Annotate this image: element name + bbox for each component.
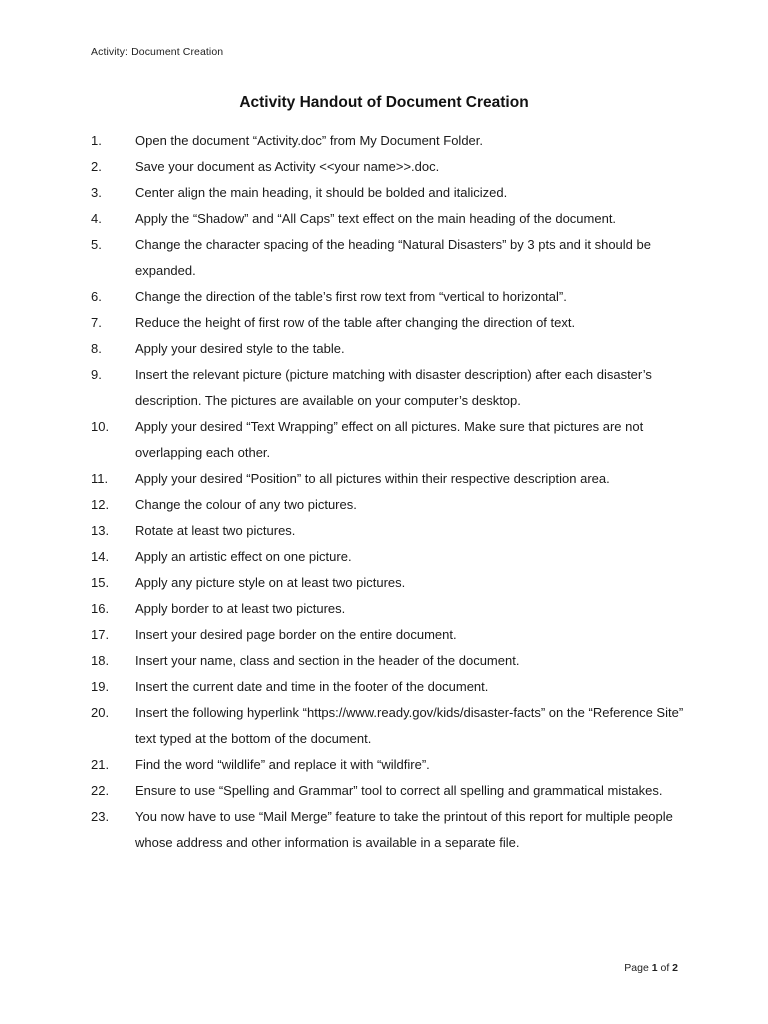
task-text: Insert the following hyperlink “https://www.ready.gov/kids/disaster-facts” on the “Reference Site” text typed at the bottom of the document. [135,705,684,746]
task-item [91,700,691,752]
page-prefix: Page [624,962,652,974]
task-number: 9. [91,367,102,382]
task-number: 13. [91,523,110,538]
task-item [91,570,691,596]
task-text: Insert the relevant picture (picture matching with disaster description) after each disaster’s description. The pictures are available on your computer’s desktop. [135,367,652,408]
task-number: 21. [91,757,110,772]
task-text: Open the document “Activity.doc” from My Document Folder. [135,133,484,148]
task-text: Apply your desired style to the table. [135,341,345,356]
task-text: Find the word “wildlife” and replace it with “wildfire”. [135,757,430,772]
task-item [91,336,691,362]
task-number: 20. [91,705,110,720]
task-text: Apply your desired “Position” to all pictures within their respective description area. [135,471,610,486]
task-number: 2. [91,159,102,174]
task-text: Reduce the height of first row of the table after changing the direction of text. [135,315,576,330]
task-text: Change the character spacing of the heading “Natural Disasters” by 3 pts and it should be expanded. [135,237,651,278]
task-text: Center align the main heading, it should be bolded and italicized. [135,185,508,200]
task-item [91,128,691,154]
task-text: Apply your desired “Text Wrapping” effect on all pictures. Make sure that pictures are not overlapping each other. [135,419,644,460]
task-item [91,180,691,206]
task-text: Change the colour of any two pictures. [135,497,357,512]
task-item [91,804,691,856]
total-pages: 2 [672,962,678,974]
task-number: 6. [91,289,102,304]
current-page: 1 [651,962,658,974]
task-number: 10. [91,419,110,434]
task-item [91,284,691,310]
task-number: 22. [91,783,110,798]
task-number: 4. [91,211,102,226]
task-item [91,414,691,466]
task-text: You now have to use “Mail Merge” feature to take the printout of this report for multiple people whose address and other information is available in a separate file. [135,809,673,850]
task-item [91,674,691,700]
page-of-label: of [657,962,673,974]
task-item [91,492,691,518]
running-header: Activity: Document Creation [91,46,224,58]
task-text: Insert the current date and time in the footer of the document. [135,679,489,694]
task-item [91,622,691,648]
task-text: Rotate at least two pictures. [135,523,296,538]
task-list [91,128,691,856]
task-number: 11. [91,471,109,486]
task-number: 17. [91,627,110,642]
task-text: Insert your name, class and section in the header of the document. [135,653,520,668]
task-item [91,544,691,570]
task-item [91,310,691,336]
task-number: 15. [91,575,110,590]
task-number: 19. [91,679,110,694]
task-item [91,596,691,622]
task-text: Apply an artistic effect on one picture. [135,549,352,564]
task-item [91,778,691,804]
task-text: Change the direction of the table’s first row text from “vertical to horizontal”. [135,289,567,304]
task-number: 3. [91,185,102,200]
task-item [91,648,691,674]
task-item [91,466,691,492]
task-number: 18. [91,653,110,668]
task-number: 8. [91,341,102,356]
task-item [91,154,691,180]
task-number: 5. [91,237,102,252]
page-number [624,962,678,974]
task-item [91,752,691,778]
task-text: Apply border to at least two pictures. [135,601,346,616]
task-number: 7. [91,315,102,330]
task-item [91,232,691,284]
document-title: Activity Handout of Document Creation [239,94,529,111]
task-number: 12. [91,497,110,512]
task-item [91,518,691,544]
task-number: 14. [91,549,110,564]
task-number: 16. [91,601,110,616]
task-item [91,206,691,232]
task-number: 23. [91,809,110,824]
task-text: Apply any picture style on at least two pictures. [135,575,406,590]
task-number: 1. [91,133,102,148]
task-text: Apply the “Shadow” and “All Caps” text effect on the main heading of the document. [135,211,617,226]
task-text: Save your document as Activity <<your name>>.doc. [135,159,440,174]
task-item [91,362,691,414]
task-text: Ensure to use “Spelling and Grammar” tool to correct all spelling and grammatical mistakes. [135,783,663,798]
task-text: Insert your desired page border on the entire document. [135,627,457,642]
